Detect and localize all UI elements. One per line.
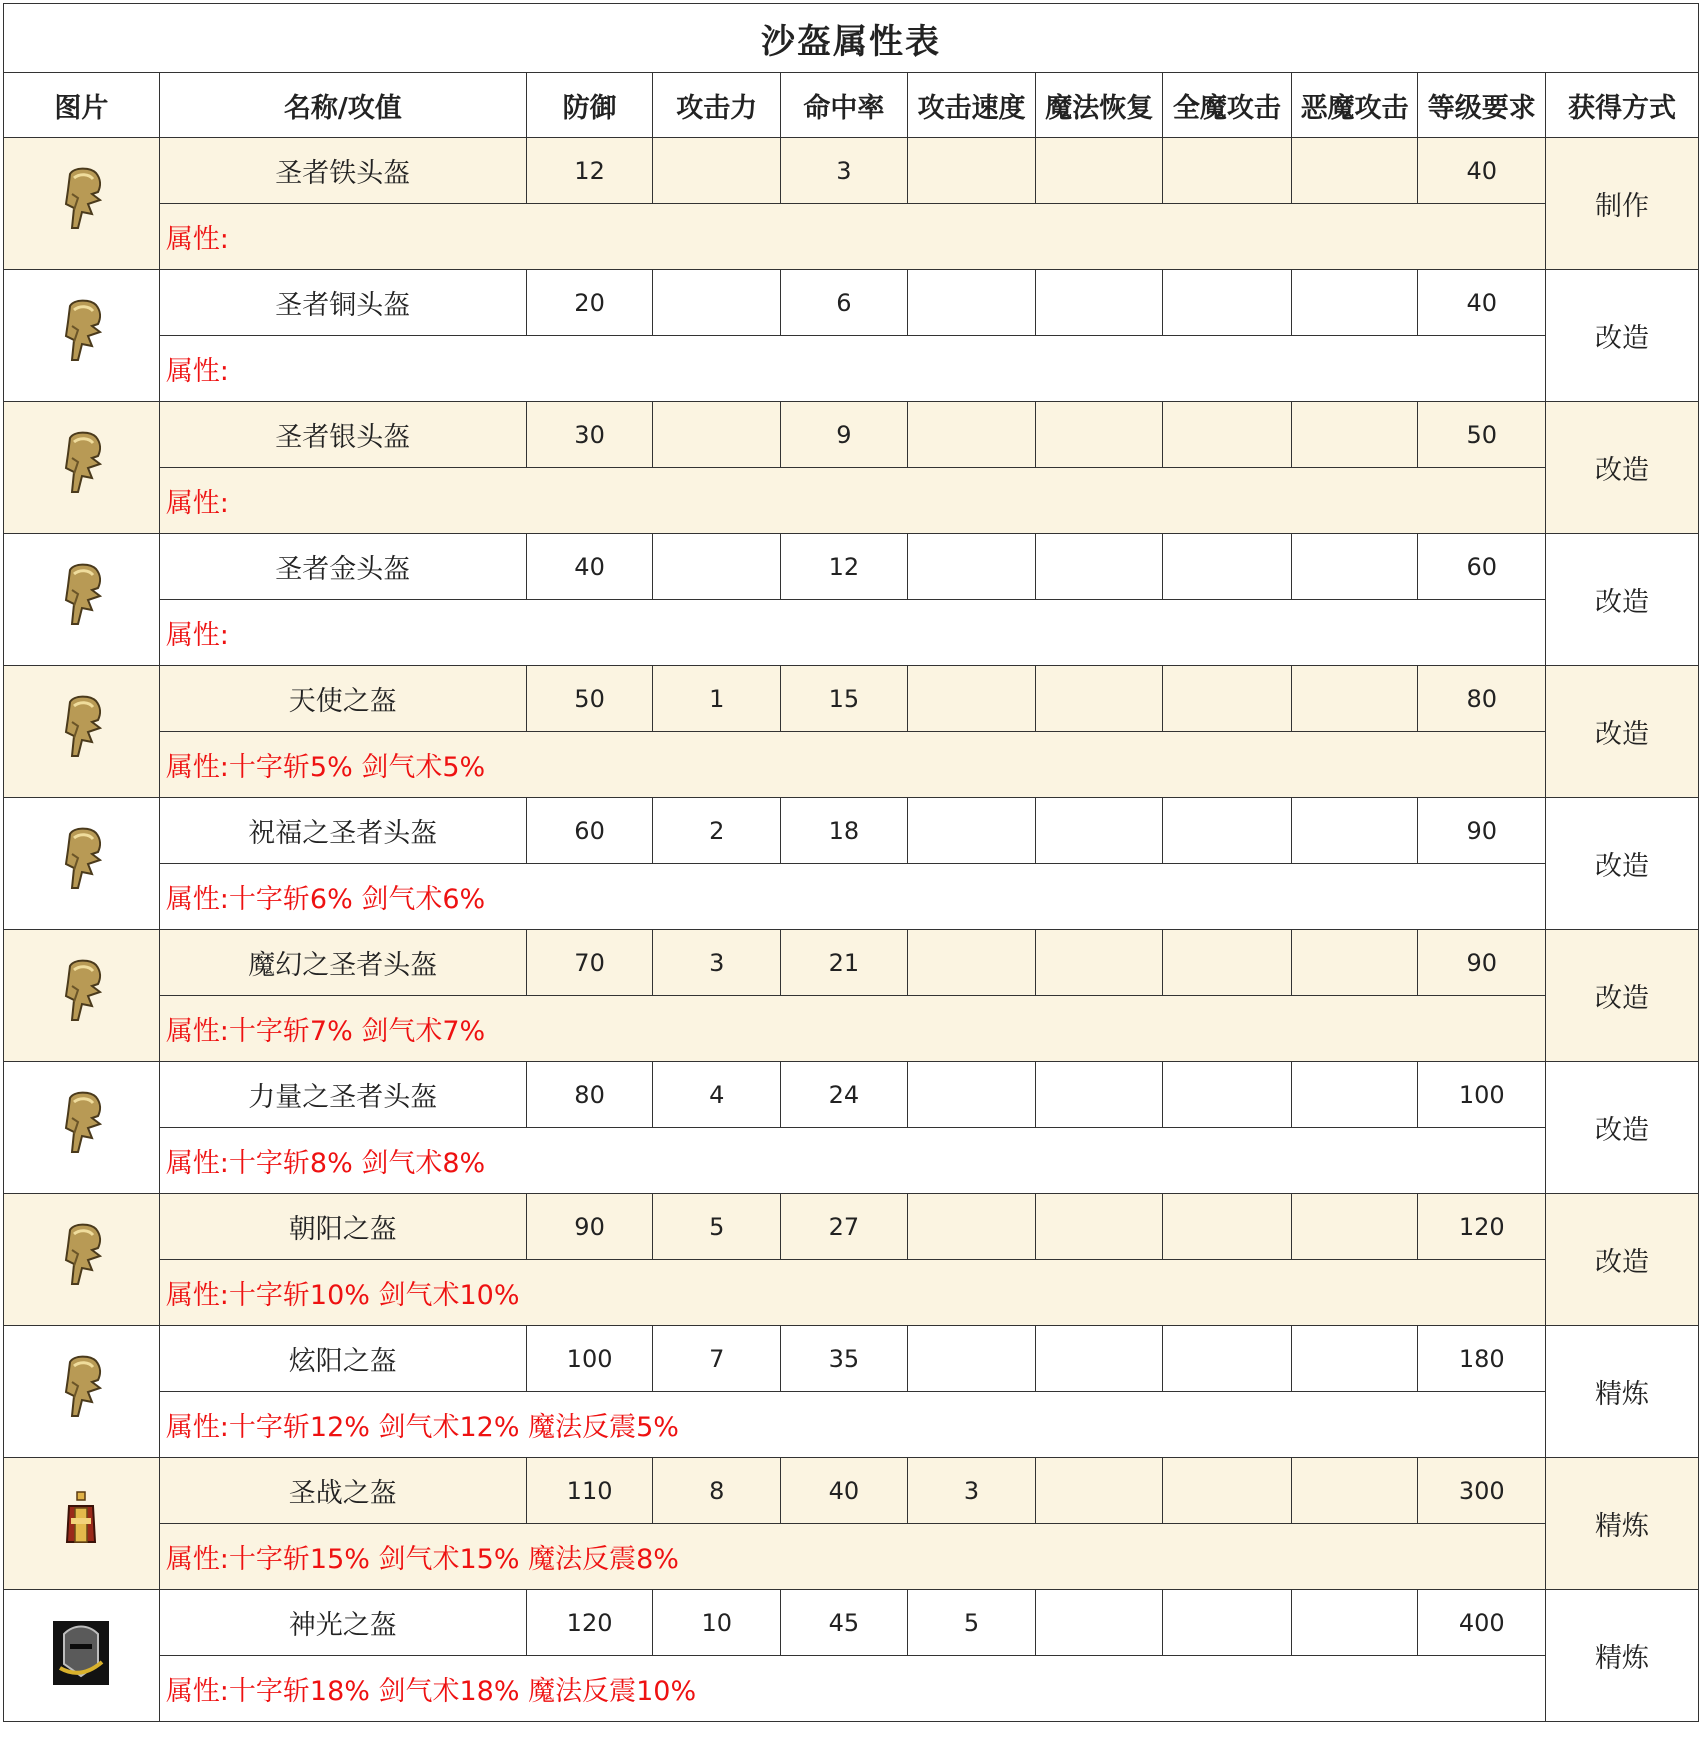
attack-cell (653, 402, 781, 468)
item-attributes: 属性:十字斩15% 剑气术15% 魔法反震8% (159, 1524, 1545, 1590)
gold-helmet-icon (4, 824, 159, 904)
header-row (4, 73, 1699, 138)
defense-cell: 70 (526, 930, 653, 996)
attack-speed-cell (907, 138, 1036, 204)
item-group (4, 270, 1699, 402)
item-group (4, 1326, 1699, 1458)
defense-cell: 50 (526, 666, 653, 732)
attack-speed-cell (907, 666, 1036, 732)
demon-attack-cell (1291, 930, 1418, 996)
level-requirement-cell: 60 (1418, 534, 1546, 600)
item-name: 天使之盔 (159, 666, 526, 732)
hit-rate-cell: 35 (781, 1326, 908, 1392)
magic-recovery-cell (1036, 1458, 1163, 1524)
column-header: 防御 (526, 73, 653, 138)
table-row (4, 1194, 1699, 1260)
attack-cell: 10 (653, 1590, 781, 1656)
obtain-method: 改造 (1546, 402, 1699, 534)
hit-rate-cell: 15 (781, 666, 908, 732)
item-name: 朝阳之盔 (159, 1194, 526, 1260)
gold-helmet-icon (4, 1220, 159, 1300)
table-row (4, 1326, 1699, 1392)
attack-speed-cell: 5 (907, 1590, 1036, 1656)
column-header: 攻击速度 (907, 73, 1036, 138)
table-row (4, 270, 1699, 336)
level-requirement-cell: 90 (1418, 798, 1546, 864)
demon-attack-cell (1291, 666, 1418, 732)
item-image-cell (4, 666, 160, 798)
all-magic-attack-cell (1163, 534, 1292, 600)
table-row (4, 138, 1699, 204)
all-magic-attack-cell (1163, 1062, 1292, 1128)
red-gold-helmet-icon (4, 1488, 159, 1560)
hit-rate-cell: 40 (781, 1458, 908, 1524)
demon-attack-cell (1291, 402, 1418, 468)
level-requirement-cell: 100 (1418, 1062, 1546, 1128)
item-attributes: 属性:十字斩12% 剑气术12% 魔法反震5% (159, 1392, 1545, 1458)
all-magic-attack-cell (1163, 270, 1292, 336)
demon-attack-cell (1291, 138, 1418, 204)
table-row (4, 468, 1699, 534)
attack-speed-cell (907, 534, 1036, 600)
item-name: 祝福之圣者头盔 (159, 798, 526, 864)
item-attributes: 属性: (159, 204, 1545, 270)
item-group (4, 138, 1699, 270)
page (3, 3, 1699, 1722)
column-header: 图片 (4, 73, 160, 138)
all-magic-attack-cell (1163, 798, 1292, 864)
item-group (4, 402, 1699, 534)
level-requirement-cell: 40 (1418, 138, 1546, 204)
demon-attack-cell (1291, 1326, 1418, 1392)
table-row (4, 1524, 1699, 1590)
item-attributes: 属性:十字斩18% 剑气术18% 魔法反震10% (159, 1656, 1545, 1722)
all-magic-attack-cell (1163, 930, 1292, 996)
item-image-cell (4, 402, 160, 534)
item-image-cell (4, 270, 160, 402)
column-header: 命中率 (781, 73, 908, 138)
all-magic-attack-cell (1163, 666, 1292, 732)
attribute-table (3, 3, 1699, 1722)
attack-speed-cell (907, 270, 1036, 336)
item-group (4, 534, 1699, 666)
gold-helmet-icon (4, 1352, 159, 1432)
obtain-method: 改造 (1546, 1062, 1699, 1194)
table-row (4, 864, 1699, 930)
item-image-cell (4, 1194, 160, 1326)
table-row (4, 336, 1699, 402)
table-row (4, 1656, 1699, 1722)
gold-helmet-icon (4, 560, 159, 640)
item-image-cell (4, 1590, 160, 1722)
item-name: 魔幻之圣者头盔 (159, 930, 526, 996)
magic-recovery-cell (1036, 930, 1163, 996)
table-row (4, 1062, 1699, 1128)
attack-speed-cell: 3 (907, 1458, 1036, 1524)
hit-rate-cell: 18 (781, 798, 908, 864)
attack-cell: 7 (653, 1326, 781, 1392)
level-requirement-cell: 120 (1418, 1194, 1546, 1260)
all-magic-attack-cell (1163, 1590, 1292, 1656)
item-group (4, 1590, 1699, 1722)
item-group (4, 1062, 1699, 1194)
attack-cell (653, 270, 781, 336)
table-row (4, 402, 1699, 468)
table-row (4, 1590, 1699, 1656)
item-group (4, 1458, 1699, 1590)
attack-cell: 8 (653, 1458, 781, 1524)
obtain-method: 改造 (1546, 1194, 1699, 1326)
attack-cell: 1 (653, 666, 781, 732)
defense-cell: 120 (526, 1590, 653, 1656)
item-image-cell (4, 798, 160, 930)
obtain-method: 改造 (1546, 798, 1699, 930)
obtain-method: 精炼 (1546, 1326, 1699, 1458)
gold-helmet-icon (4, 428, 159, 508)
all-magic-attack-cell (1163, 402, 1292, 468)
magic-recovery-cell (1036, 138, 1163, 204)
level-requirement-cell: 80 (1418, 666, 1546, 732)
obtain-method: 制作 (1546, 138, 1699, 270)
table-row (4, 798, 1699, 864)
table-row (4, 732, 1699, 798)
column-header: 全魔攻击 (1163, 73, 1292, 138)
attack-speed-cell (907, 930, 1036, 996)
demon-attack-cell (1291, 270, 1418, 336)
item-attributes: 属性: (159, 600, 1545, 666)
level-requirement-cell: 180 (1418, 1326, 1546, 1392)
item-attributes: 属性: (159, 336, 1545, 402)
magic-recovery-cell (1036, 1062, 1163, 1128)
attack-cell (653, 138, 781, 204)
gold-helmet-icon (4, 956, 159, 1036)
item-image-cell (4, 534, 160, 666)
attack-cell: 4 (653, 1062, 781, 1128)
column-header: 获得方式 (1546, 73, 1699, 138)
magic-recovery-cell (1036, 666, 1163, 732)
table-row (4, 1128, 1699, 1194)
hit-rate-cell: 45 (781, 1590, 908, 1656)
table-row (4, 930, 1699, 996)
hit-rate-cell: 9 (781, 402, 908, 468)
magic-recovery-cell (1036, 1326, 1163, 1392)
table-row (4, 204, 1699, 270)
item-attributes: 属性:十字斩10% 剑气术10% (159, 1260, 1545, 1326)
column-header: 名称/攻值 (159, 73, 526, 138)
level-requirement-cell: 400 (1418, 1590, 1546, 1656)
obtain-method: 改造 (1546, 270, 1699, 402)
all-magic-attack-cell (1163, 1194, 1292, 1260)
magic-recovery-cell (1036, 1194, 1163, 1260)
obtain-method: 改造 (1546, 930, 1699, 1062)
item-group (4, 798, 1699, 930)
table-row (4, 1260, 1699, 1326)
table-row (4, 996, 1699, 1062)
all-magic-attack-cell (1163, 1326, 1292, 1392)
item-attributes: 属性:十字斩5% 剑气术5% (159, 732, 1545, 798)
defense-cell: 30 (526, 402, 653, 468)
item-name: 圣者铁头盔 (159, 138, 526, 204)
defense-cell: 110 (526, 1458, 653, 1524)
obtain-method: 改造 (1546, 534, 1699, 666)
magic-recovery-cell (1036, 798, 1163, 864)
item-name: 炫阳之盔 (159, 1326, 526, 1392)
item-image-cell (4, 138, 160, 270)
defense-cell: 100 (526, 1326, 653, 1392)
attack-cell (653, 534, 781, 600)
defense-cell: 12 (526, 138, 653, 204)
defense-cell: 80 (526, 1062, 653, 1128)
obtain-method: 精炼 (1546, 1590, 1699, 1722)
item-group (4, 930, 1699, 1062)
defense-cell: 20 (526, 270, 653, 336)
column-header: 恶魔攻击 (1291, 73, 1418, 138)
level-requirement-cell: 300 (1418, 1458, 1546, 1524)
attack-speed-cell (907, 1326, 1036, 1392)
demon-attack-cell (1291, 1194, 1418, 1260)
item-group (4, 666, 1699, 798)
gold-helmet-icon (4, 1088, 159, 1168)
item-image-cell (4, 1062, 160, 1194)
magic-recovery-cell (1036, 1590, 1163, 1656)
item-group (4, 1194, 1699, 1326)
table-row (4, 1392, 1699, 1458)
column-header: 魔法恢复 (1036, 73, 1163, 138)
item-attributes: 属性:十字斩7% 剑气术7% (159, 996, 1545, 1062)
gold-helmet-icon (4, 296, 159, 376)
attack-speed-cell (907, 1062, 1036, 1128)
magic-recovery-cell (1036, 402, 1163, 468)
hit-rate-cell: 27 (781, 1194, 908, 1260)
defense-cell: 90 (526, 1194, 653, 1260)
defense-cell: 40 (526, 534, 653, 600)
level-requirement-cell: 50 (1418, 402, 1546, 468)
item-name: 圣战之盔 (159, 1458, 526, 1524)
column-header: 攻击力 (653, 73, 781, 138)
level-requirement-cell: 90 (1418, 930, 1546, 996)
item-attributes: 属性:十字斩6% 剑气术6% (159, 864, 1545, 930)
hit-rate-cell: 12 (781, 534, 908, 600)
item-name: 圣者银头盔 (159, 402, 526, 468)
demon-attack-cell (1291, 1062, 1418, 1128)
magic-recovery-cell (1036, 534, 1163, 600)
item-image-cell (4, 1458, 160, 1590)
hit-rate-cell: 21 (781, 930, 908, 996)
attack-cell: 5 (653, 1194, 781, 1260)
gold-helmet-icon (4, 692, 159, 772)
demon-attack-cell (1291, 534, 1418, 600)
magic-recovery-cell (1036, 270, 1163, 336)
attack-speed-cell (907, 798, 1036, 864)
item-name: 神光之盔 (159, 1590, 526, 1656)
table-row (4, 1458, 1699, 1524)
obtain-method: 精炼 (1546, 1458, 1699, 1590)
attack-speed-cell (907, 1194, 1036, 1260)
hit-rate-cell: 3 (781, 138, 908, 204)
demon-attack-cell (1291, 798, 1418, 864)
all-magic-attack-cell (1163, 138, 1292, 204)
table-title: 沙盔属性表 (4, 4, 1699, 73)
table-row (4, 534, 1699, 600)
demon-attack-cell (1291, 1458, 1418, 1524)
item-name: 力量之圣者头盔 (159, 1062, 526, 1128)
item-name: 圣者金头盔 (159, 534, 526, 600)
item-image-cell (4, 1326, 160, 1458)
attack-speed-cell (907, 402, 1036, 468)
attack-cell: 2 (653, 798, 781, 864)
table-row (4, 666, 1699, 732)
item-name: 圣者铜头盔 (159, 270, 526, 336)
level-requirement-cell: 40 (1418, 270, 1546, 336)
gold-helmet-icon (4, 164, 159, 244)
attack-cell: 3 (653, 930, 781, 996)
hit-rate-cell: 6 (781, 270, 908, 336)
item-attributes: 属性:十字斩8% 剑气术8% (159, 1128, 1545, 1194)
item-image-cell (4, 930, 160, 1062)
table-row (4, 600, 1699, 666)
column-header: 等级要求 (1418, 73, 1546, 138)
defense-cell: 60 (526, 798, 653, 864)
demon-attack-cell (1291, 1590, 1418, 1656)
all-magic-attack-cell (1163, 1458, 1292, 1524)
hit-rate-cell: 24 (781, 1062, 908, 1128)
dark-knight-helmet-icon (4, 1620, 159, 1692)
obtain-method: 改造 (1546, 666, 1699, 798)
item-attributes: 属性: (159, 468, 1545, 534)
